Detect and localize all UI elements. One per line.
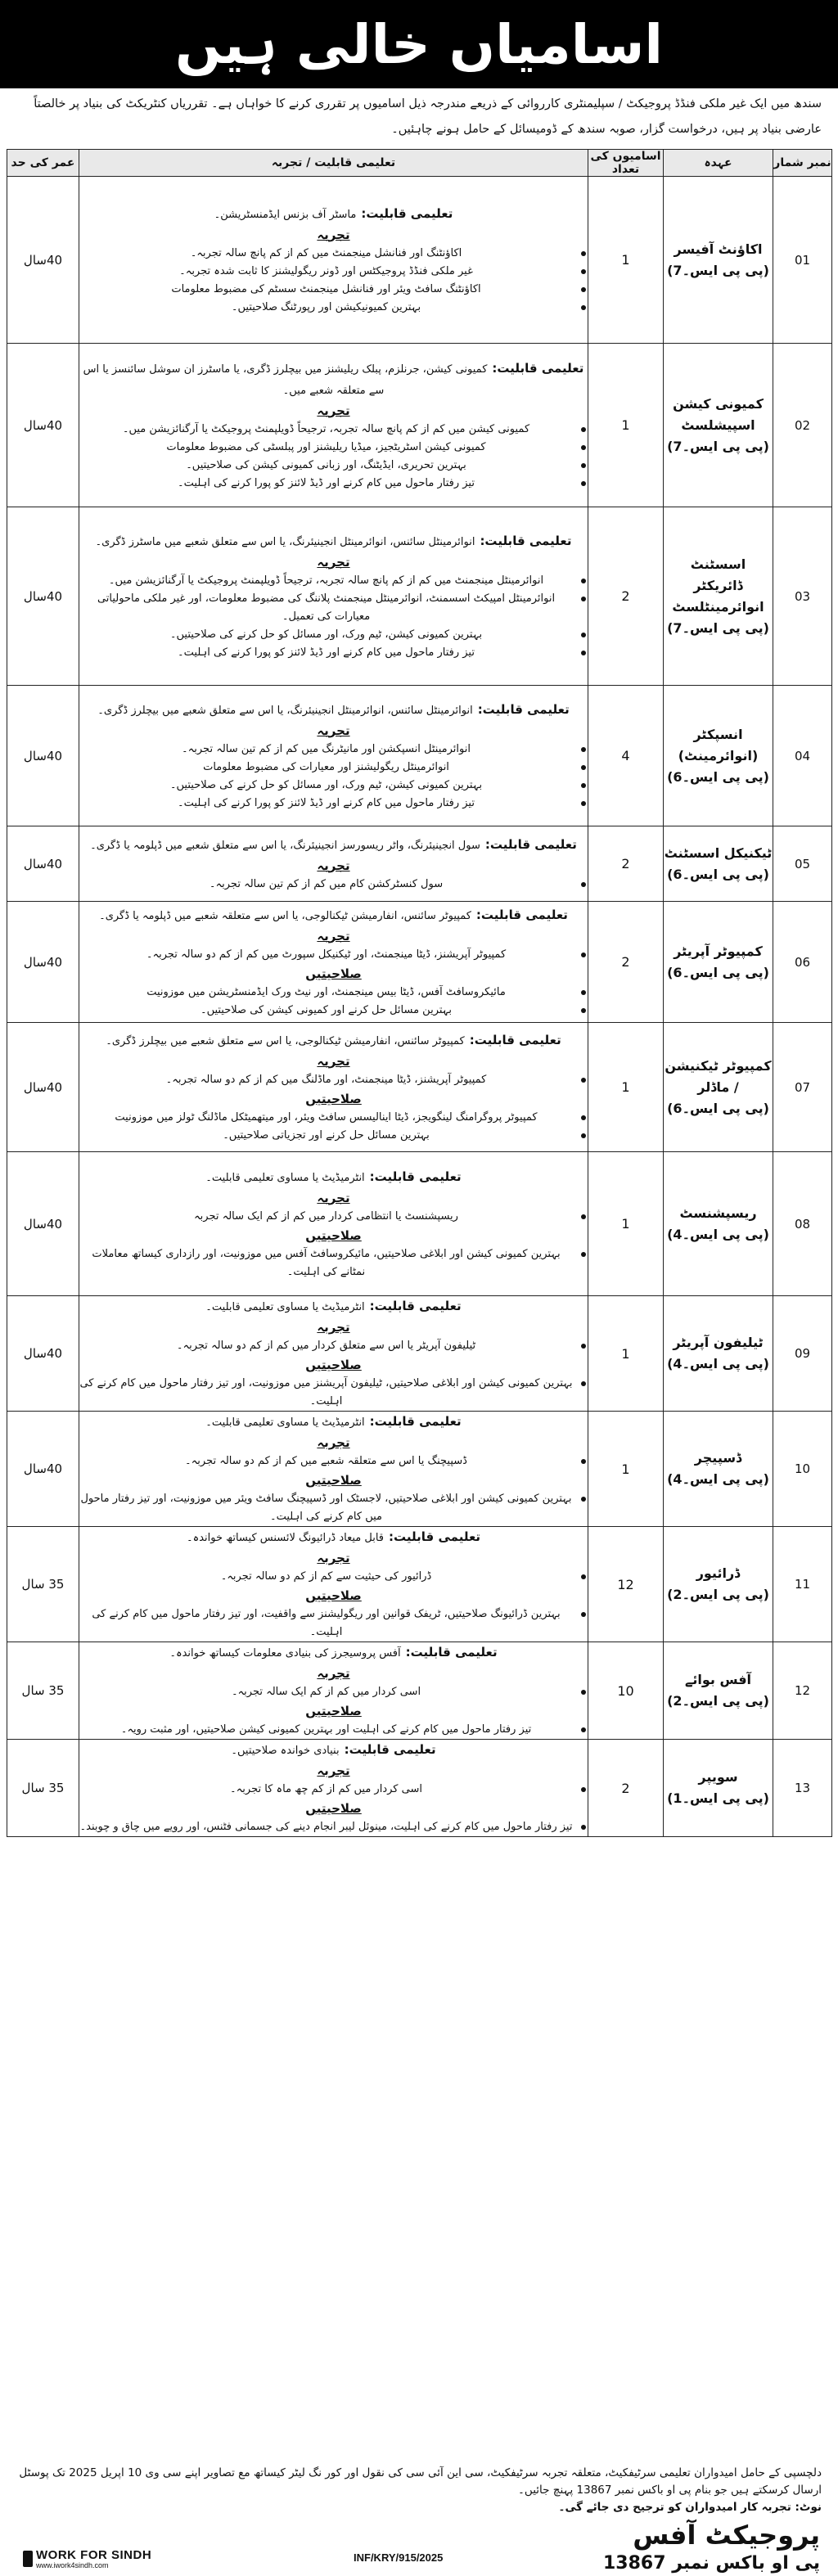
vacancy-count: 1 [588,1152,664,1296]
education-heading [79,204,588,225]
post-grade: (پی پی ایس۔6) [667,768,769,785]
table-row [7,826,832,902]
requirement-item: کمیونی کیشن میں کم از کم پانچ سالہ تجربہ، ترجیحاً ڈویلپمنٹ پروجیکٹ یا آرگنائزیشن میں۔ [79,421,588,439]
qualification-cell [79,1296,588,1412]
serial-number: 04 [773,686,832,826]
section-heading: تجربہ [317,1763,350,1778]
brand-main: WORK FOR SINDH [36,2547,152,2562]
post-name: انسپکٹر (انوائرمینٹ) [678,726,759,763]
education-text: انوائرمینٹل سائنس، انوائرمینٹل انجینیئرنگ، یا اس سے متعلق شعبے میں بیچلرز ڈگری۔ [97,704,473,717]
post-grade: (پی پی ایس۔6) [667,866,769,882]
education-text: سول انجینیئرنگ، واٹر ریسورسز انجینیئرنگ، یا اس سے متعلق شعبے میں ڈپلومہ یا ڈگری۔ [90,839,480,852]
requirement-item: تیز رفتار ماحول میں کام کرنے اور ڈیڈ لائنز کو پورا کرنے کی اہلیت۔ [79,795,588,813]
qualification-cell [79,902,588,1023]
section-heading: تجربہ [317,554,350,570]
education-heading [79,700,588,721]
age-limit: 40سال [7,507,79,686]
table-row [7,1412,832,1527]
section-heading: صلاحیتیں [305,1227,362,1243]
requirement-item: انوائرمینٹل مینجمنٹ میں کم از کم پانچ سالہ تجربہ، ترجیحاً ڈویلپمنٹ پروجیکٹ یا آرگنائزیشن میں۔ [79,572,588,590]
section-heading: تجربہ [317,1320,350,1335]
requirement-item: تیز رفتار ماحول میں کام کرنے اور ڈیڈ لائنز کو پورا کرنے کی اہلیت۔ [79,475,588,493]
post-name: ڈسپیچر [694,1450,742,1466]
serial-number: 06 [773,902,832,1023]
education-label: تعلیمی قابلیت: [480,533,572,548]
serial-number: 07 [773,1023,832,1152]
education-text: انوائرمینٹل سائنس، انوائرمینٹل انجینیئرنگ، یا اس سے متعلق شعبے میں ماسٹرز ڈگری۔ [95,535,475,548]
table-row [7,1152,832,1296]
qualification-cell [79,344,588,507]
education-heading [79,905,588,926]
qualification-cell [79,1023,588,1152]
serial-number: 13 [773,1740,832,1837]
post-name: ٹیلیفون آپریٹر [673,1335,764,1350]
section-heading: تجربہ [317,1053,350,1069]
section-heading: تجربہ [317,403,350,418]
post-name: سویپر [698,1769,738,1785]
table-row [7,1642,832,1740]
education-label: تعلیمی قابلیت: [469,1032,561,1047]
age-limit: 40سال [7,686,79,826]
section-heading: تجربہ [317,723,350,738]
education-text: انٹرمیڈیٹ یا مساوی تعلیمی قابلیت۔ [205,1301,365,1313]
education-heading [79,531,588,552]
section-heading: تجربہ [317,928,350,943]
age-limit: 40سال [7,1152,79,1296]
qualification-cell [79,177,588,344]
table-row [7,1527,832,1642]
qualification-cell [79,1412,588,1527]
brand-logo [23,2548,162,2569]
qualification-cell [79,1152,588,1296]
header-count: اسامیوں کی تعداد [588,150,664,177]
post-title [664,507,773,686]
post-name: کمیونی کیشن اسپیشلسٹ [673,395,764,433]
vacancy-table [7,149,832,1837]
table-row [7,507,832,686]
vacancy-rows [7,177,832,1837]
education-heading [79,1412,588,1433]
intro-paragraph: سندھ میں ایک غیر ملکی فنڈڈ پروجیکٹ / سپلیمنٹری کارروائی کے ذریعے مندرجہ ذیل اسامیوں پر تقرری کرنے کا خواہاں ہے۔ تقرریاں کنٹریکٹ کی بنیاد پر خالصتاً عارضی بنیاد پر ہیں، درخواست گزار، صوبہ سندھ کے ڈومیسائل کے حامل ہونے چاہئیں۔ [34,97,822,136]
age-limit: 40سال [7,826,79,902]
post-grade: (پی پی ایس۔7) [667,262,769,278]
serial-number: 03 [773,507,832,686]
requirement-item: تیز رفتار ماحول میں کام کرنے کی اہلیت اور بہترین کمیونی کیشن صلاحیتیں، اور مثبت رویہ۔ [79,1721,588,1739]
education-label: تعلیمی قابلیت: [405,1645,498,1660]
requirement-item: بہترین کمیونی کیشن اور ابلاغی صلاحیتیں، مائیکروسافٹ آفس میں موزونیت، اور رازداری کیساتھ معاملات نمٹانے کی اہلیت۔ [79,1245,588,1281]
post-title [664,1296,773,1412]
post-grade: (پی پی ایس۔4) [667,1471,769,1487]
footer-instructions [16,2465,822,2515]
post-grade: (پی پی ایس۔1) [667,1790,769,1806]
section-heading: صلاحیتیں [305,1801,362,1816]
requirement-item: بہترین مسائل حل کرنے اور کمیونی کیشن کی صلاحیتیں۔ [79,1002,588,1020]
post-title [664,1642,773,1740]
requirement-item: بہترین ڈرائیونگ صلاحیتیں، ٹریفک قوانین اور ریگولیشنز سے واقفیت، اور تیز رفتار ماحول میں کام کرنے کی اہلیت۔ [79,1605,588,1642]
education-label: تعلیمی قابلیت: [484,836,577,852]
section-heading: صلاحیتیں [305,1588,362,1603]
serial-number: 05 [773,826,832,902]
education-text: کمپیوٹر سائنس، انفارمیشن ٹیکنالوجی، یا اس سے متعلقہ شعبے میں ڈپلومہ یا ڈگری۔ [99,909,471,922]
age-limit: 35 سال [7,1642,79,1740]
header-qualification: تعلیمی قابلیت / تجربہ [79,150,588,177]
section-heading: تجربہ [317,1190,350,1205]
brand-text [36,2549,151,2569]
education-text: انٹرمیڈیٹ یا مساوی تعلیمی قابلیت۔ [205,1416,365,1429]
section-heading: تجربہ [317,1666,350,1681]
requirement-item: انوائرمینٹل ریگولیشنز اور معیارات کی مضبوط معلومات [79,759,588,777]
requirement-item: بہترین تحریری، ایڈیٹنگ، اور زبانی کمیونی کیشن کی صلاحیتیں۔ [79,457,588,475]
post-name: اکاؤنٹ آفیسر [674,241,763,257]
header-post: عہدہ [664,150,773,177]
table-row [7,1023,832,1152]
section-heading: صلاحیتیں [305,1704,362,1718]
education-label: تعلیمی قابلیت: [477,701,570,717]
post-grade: (پی پی ایس۔7) [667,619,769,636]
table-row [7,902,832,1023]
education-label: تعلیمی قابلیت: [369,1414,462,1429]
post-grade: (پی پی ایس۔2) [667,1587,769,1602]
post-grade: (پی پی ایس۔6) [667,1100,769,1116]
requirement-item: بہترین کمیونی کیشن، ٹیم ورک، اور مسائل کو حل کرنے کی صلاحیتیں۔ [79,777,588,795]
vacancy-count: 12 [588,1527,664,1642]
education-heading [79,1030,588,1052]
requirement-item: بہترین کمیونیکیشن اور رپورٹنگ صلاحیتیں۔ [79,299,588,317]
post-title [664,1152,773,1296]
post-title [664,686,773,826]
education-heading [79,1167,588,1188]
education-heading [79,835,588,856]
page-title: اسامیاں خالی ہیں [174,12,664,76]
post-name: آفس بوائے [684,1672,752,1687]
section-heading: تجربہ [317,1551,350,1565]
requirement-item: ڈرائیور کی حیثیت سے کم از کم دو سالہ تجربہ۔ [79,1568,588,1586]
age-limit: 40سال [7,1296,79,1412]
requirement-item: انوائرمینٹل انسپکشن اور مانیٹرنگ میں کم از کم تین سالہ تجربہ۔ [79,741,588,759]
age-limit: 40سال [7,344,79,507]
vacancy-count: 2 [588,902,664,1023]
brand-i-icon [23,2551,33,2567]
age-limit: 40سال [7,177,79,344]
table-row [7,344,832,507]
post-name: اسسٹنٹ ڈائریکٹر انوائرمینٹلسٹ [672,556,764,615]
age-limit: 40سال [7,1023,79,1152]
section-heading: تجربہ [317,1435,350,1450]
post-title [664,1740,773,1837]
post-grade: (پی پی ایس۔4) [667,1356,769,1371]
serial-number: 08 [773,1152,832,1296]
education-text: انٹرمیڈیٹ یا مساوی تعلیمی قابلیت۔ [205,1171,365,1184]
post-title [664,177,773,344]
section-heading: تجربہ [317,858,350,873]
vacancy-count: 1 [588,1296,664,1412]
vacancy-count: 1 [588,177,664,344]
footer-apply-line: دلچسپی کے حامل امیدواران تعلیمی سرٹیفکیٹ، متعلقہ تجربہ سرٹیفکیٹ، سی این آئی سی کی نقول اور کور نگ لیٹر کیساتھ مع تصاویر اپنے سی وی 10 اپریل 2025 تک پوسٹل ارسال کرسکتے ہیں جو بنام پی او باکس نمبر 13867 پہنچ جائیں۔ [19,2466,822,2497]
education-text: آفس پروسیجرز کی بنیادی معلومات کیساتھ خواندہ۔ [169,1647,401,1660]
table-header-row [7,150,832,177]
reference-number: INF/KRY/915/2025 [354,2551,444,2564]
post-grade: (پی پی ایس۔6) [667,964,769,980]
qualification-cell [79,1642,588,1740]
post-name: کمپیوٹر ٹیکنیشن / ماڈلر [665,1057,772,1095]
section-heading: تجربہ [317,227,350,242]
qualification-cell [79,1740,588,1837]
education-heading [79,1296,588,1317]
education-heading [79,1527,588,1548]
project-office [603,2519,820,2576]
education-text: بنیادی خواندہ صلاحیتیں۔ [231,1745,340,1757]
requirement-item: کمیونی کیشن اسٹریٹجیز، میڈیا ریلیشنز اور پبلسٹی کی مضبوط معلومات [79,439,588,457]
serial-number: 10 [773,1412,832,1527]
education-label: تعلیمی قابلیت: [369,1299,462,1313]
post-title [664,1527,773,1642]
education-text: ماسٹر آف بزنس ایڈمنسٹریشن۔ [214,208,357,221]
post-title [664,902,773,1023]
table-row [7,1740,832,1837]
requirement-item: غیر ملکی فنڈڈ پروجیکٹس اور ڈونر ریگولیشنز کا ثابت شدہ تجربہ۔ [79,263,588,281]
office-label: پروجیکٹ آفس [633,2520,820,2551]
education-text: کمیونی کیشن، جرنلزم، پبلک ریلیشنز میں بیچلرز ڈگری، یا ماسٹرز ان سوشل سائنسز یا اس سے متعلقہ شعبے میں۔ [83,363,488,397]
vacancy-count: 10 [588,1642,664,1740]
requirement-item: ٹیلیفون آپریٹر یا اس سے متعلق کردار میں کم از کم دو سالہ تجربہ۔ [79,1337,588,1355]
age-limit: 40سال [7,1412,79,1527]
section-heading: صلاحیتیں [305,966,362,981]
section-heading: صلاحیتیں [305,1473,362,1488]
post-grade: (پی پی ایس۔7) [667,438,769,454]
header-banner [0,0,838,88]
vacancy-count: 4 [588,686,664,826]
age-limit: 35 سال [7,1740,79,1837]
requirement-item: مائیکروسافٹ آفس، ڈیٹا بیس مینجمنٹ، اور نیٹ ورک ایڈمنسٹریشن میں موزونیت [79,984,588,1002]
education-heading [79,1740,588,1761]
post-title [664,344,773,507]
education-label: تعلیمی قابلیت: [344,1742,436,1757]
requirement-item: کمپیوٹر آپریشنز، ڈیٹا مینجمنٹ، اور ماڈلنگ میں کم از کم دو سالہ تجربہ۔ [79,1071,588,1089]
po-box: پی او باکس نمبر 13867 [602,2553,820,2574]
age-limit: 35 سال [7,1527,79,1642]
vacancy-count: 2 [588,507,664,686]
vacancy-count: 1 [588,1412,664,1527]
header-serial: نمبر شمار [773,150,832,177]
vacancy-count: 2 [588,826,664,902]
requirement-item: بہترین کمیونی کیشن اور ابلاغی صلاحیتیں، ٹیلیفون آپریشنز میں موزونیت، اور تیز رفتار ماحول میں کام کرنے کی اہلیت۔ [79,1375,588,1411]
post-grade: (پی پی ایس۔2) [667,1693,769,1709]
requirement-item: اسی کردار میں کم از کم چھ ماہ کا تجربہ۔ [79,1781,588,1799]
header-age: عمر کی حد [7,150,79,177]
age-limit: 40سال [7,902,79,1023]
table-row [7,177,832,344]
table-row [7,1296,832,1412]
education-label: تعلیمی قابلیت: [389,1529,481,1544]
requirement-item: تیز رفتار ماحول میں کام کرنے کی اہلیت، مینوئل لیبر انجام دینے کی جسمانی فٹنس، اور رویے میں چاق و چوبند۔ [79,1818,588,1836]
serial-number: 09 [773,1296,832,1412]
education-label: تعلیمی قابلیت: [475,907,568,922]
serial-number: 11 [773,1527,832,1642]
requirement-item: انوائرمینٹل امپیکٹ اسسمنٹ، انوائرمینٹل مینجمنٹ پلاننگ کی مضبوط معلومات، اور غیر ملکی ماحولیاتی معیارات کی تعمیل۔ [79,590,588,626]
requirement-item: کمپیوٹر آپریشنز، ڈیٹا مینجمنٹ، اور ٹیکنیکل سپورٹ میں کم از کم دو سالہ تجربہ۔ [79,946,588,964]
vacancy-count: 2 [588,1740,664,1837]
requirement-item: بہترین کمیونی کیشن اور ابلاغی صلاحیتیں، لاجسٹک اور ڈسپیچنگ سافٹ ویئر میں موزونیت، اور تیز رفتار ماحول میں کام کرنے کی اہلیت۔ [79,1490,588,1526]
qualification-cell [79,686,588,826]
education-label: تعلیمی قابلیت: [492,360,584,376]
qualification-cell [79,507,588,686]
requirement-item: ڈسپیچنگ یا اس سے متعلقہ شعبے میں کم از کم دو سالہ تجربہ۔ [79,1452,588,1470]
requirement-item: اکاؤنٹنگ اور فنانشل مینجمنٹ میں کم از کم پانچ سالہ تجربہ۔ [79,245,588,263]
post-name: کمپیوٹر آپریٹر [674,943,763,959]
vacancy-count: 1 [588,1023,664,1152]
qualification-cell [79,1527,588,1642]
post-title [664,1023,773,1152]
requirement-item: ریسپشنسٹ یا انتظامی کردار میں کم از کم ایک سالہ تجربہ [79,1208,588,1226]
brand-url: www.iwork4sindh.com [36,2560,109,2569]
serial-number: 02 [773,344,832,507]
requirement-item: تیز رفتار ماحول میں کام کرنے اور ڈیڈ لائنز کو پورا کرنے کی اہلیت۔ [79,644,588,662]
section-heading: صلاحیتیں [305,1091,362,1106]
serial-number: 12 [773,1642,832,1740]
education-label: تعلیمی قابلیت: [369,1169,462,1184]
education-heading [79,1642,588,1664]
requirement-item: سول کنسٹرکشن کام میں کم از کم تین سالہ تجربہ۔ [79,876,588,894]
education-label: تعلیمی قابلیت: [361,205,453,221]
table-row [7,686,832,826]
serial-number: 01 [773,177,832,344]
requirement-item: کمپیوٹر پروگرامنگ لینگویجز، ڈیٹا اینالیسس سافٹ ویئر، اور میتھمیٹکل ماڈلنگ ٹولز میں موزونیت [79,1109,588,1127]
requirement-item: بہترین کمیونی کیشن، ٹیم ورک، اور مسائل کو حل کرنے کی صلاحیتیں۔ [79,626,588,644]
section-heading: صلاحیتیں [305,1358,362,1372]
qualification-cell [79,826,588,902]
post-title [664,1412,773,1527]
education-text: قابل میعاد ڈرائیونگ لائسنس کیساتھ خواندہ۔ [186,1532,385,1544]
vacancy-count: 1 [588,344,664,507]
education-text: کمپیوٹر سائنس، انفارمیشن ٹیکنالوجی، یا اس سے متعلق شعبے میں بیچلرز ڈگری۔ [106,1034,465,1047]
post-grade: (پی پی ایس۔4) [667,1226,769,1242]
post-name: ریسپشنسٹ [679,1205,757,1221]
education-heading [79,358,588,401]
requirement-item: اکاؤنٹنگ سافٹ ویئر اور فنانشل مینجمنٹ سسٹم کی مضبوط معلومات [79,281,588,299]
requirement-item: اسی کردار میں کم از کم ایک سالہ تجربہ۔ [79,1683,588,1701]
post-title [664,826,773,902]
post-name: ٹیکنیکل اسسٹنٹ [664,844,773,861]
requirement-item: بہترین مسائل حل کرنے اور تجزیاتی صلاحیتیں۔ [79,1127,588,1145]
post-name: ڈرائیور [696,1565,741,1581]
footer-note: نوٹ: تجربہ کار امیدواران کو ترجیح دی جائے گی۔ [558,2501,822,2514]
